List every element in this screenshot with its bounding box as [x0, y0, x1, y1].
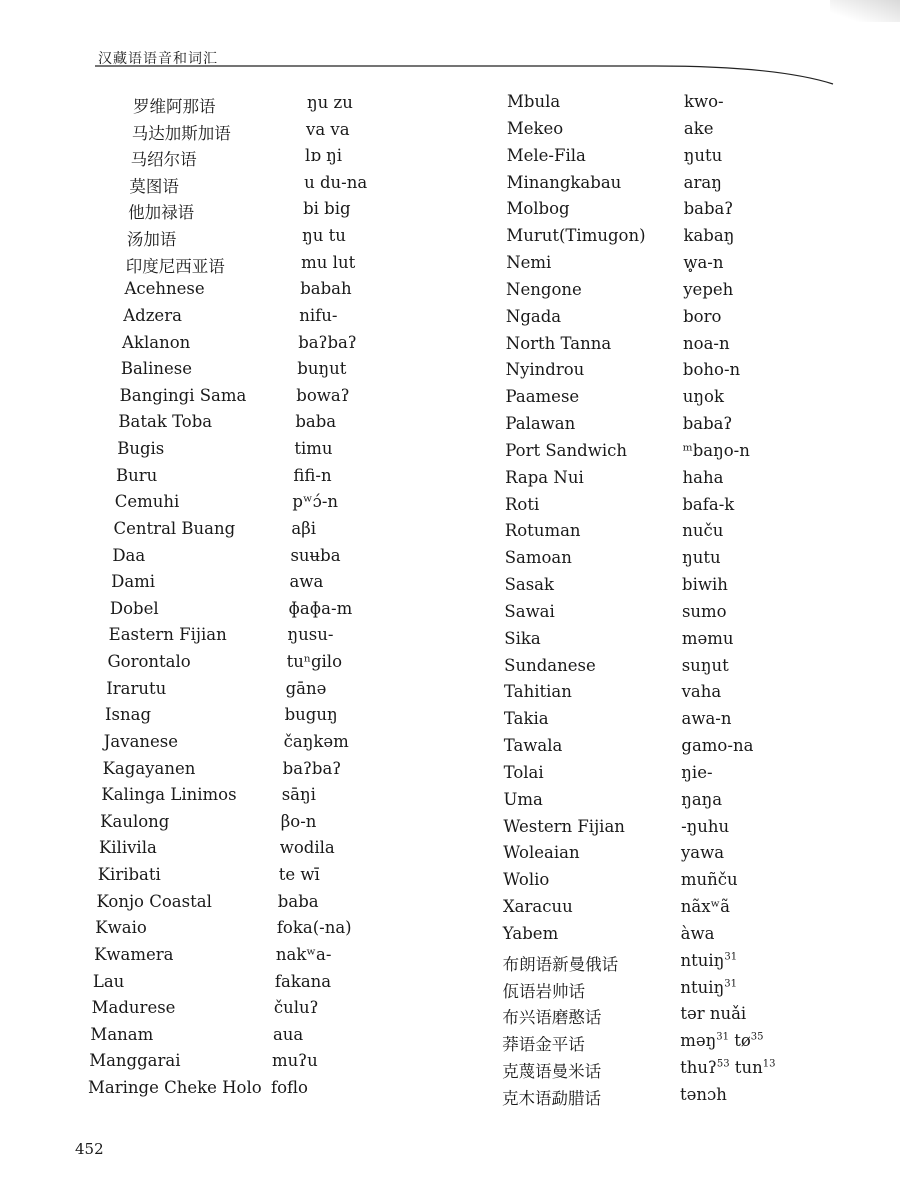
word-form: čuluʔ [273, 998, 319, 1018]
word-form: bi big [303, 199, 351, 219]
language-name: Murut(Timugon) [506, 226, 646, 246]
word-form: fakana [274, 971, 332, 991]
language-name: Gorontalo [107, 652, 191, 672]
word-form: ŋaŋa [681, 789, 723, 809]
entry-row [0, 870, 900, 896]
language-name: Sundanese [504, 655, 596, 675]
word-form: babaʔ [682, 414, 733, 434]
page-corner-shadow [830, 0, 900, 22]
language-name: Mekeo [506, 118, 564, 138]
language-name: Maringe Cheke Holo [88, 1078, 262, 1097]
word-form: bowaʔ [296, 385, 350, 405]
word-form: babaʔ [683, 199, 734, 219]
word-form: tuⁿgilo [286, 652, 343, 672]
language-name: Sika [504, 628, 541, 648]
word-form: tənɔh [680, 1085, 727, 1104]
word-form: thuʔ$^{53}$ tun$^{13}$ [680, 1058, 776, 1078]
language-name: Dami [111, 572, 156, 592]
entry-row [0, 817, 900, 843]
language-name: Minangkabau [506, 172, 622, 192]
language-name: 马绍尔语 [130, 150, 197, 170]
language-name: Eastern Fijian [108, 625, 227, 645]
language-name: 莽语金平话 [502, 1035, 585, 1055]
word-form: βo-n [280, 811, 317, 831]
word-form: u du-na [304, 172, 368, 192]
word-form: məŋ$^{31}$ $tø^{35}$ [680, 1031, 764, 1051]
language-name: Port Sandwich [505, 440, 627, 460]
word-form: nakʷa- [275, 944, 332, 964]
word-form: baʔbaʔ [282, 758, 342, 778]
entry-row [0, 575, 900, 601]
language-name: Paamese [505, 387, 580, 407]
word-form: mu lut [301, 252, 356, 272]
word-form: gānə [285, 678, 327, 698]
entry-row [0, 790, 900, 816]
entry-row [0, 951, 900, 977]
language-name: Wolio [503, 870, 550, 890]
word-form: fifi-n [293, 465, 332, 485]
entry-row [0, 924, 900, 950]
language-name: Konjo Coastal [96, 891, 212, 911]
language-name: Manggarai [89, 1051, 181, 1071]
language-name: 马达加斯加语 [131, 123, 231, 143]
language-name: Palawan [505, 414, 576, 434]
word-form: boro [683, 306, 722, 326]
entry-row [0, 495, 900, 521]
language-name: Madurese [91, 998, 176, 1018]
language-name: Mele-Fila [506, 145, 586, 165]
language-name: Kaulong [100, 811, 170, 831]
entry-row [0, 465, 900, 494]
word-form: àwa [680, 923, 715, 943]
word-form: baʔbaʔ [298, 332, 357, 352]
language-name: Takia [503, 709, 549, 729]
language-name: 汤加语 [126, 230, 177, 250]
language-name: Sawai [504, 601, 555, 621]
language-name: Bugis [117, 439, 165, 459]
entry-row [0, 414, 900, 440]
header-rule [95, 60, 835, 90]
word-form: noa-n [683, 333, 730, 353]
word-form: uŋok [682, 387, 724, 407]
word-form: -ŋuhu [681, 816, 730, 836]
entry-row [0, 1004, 900, 1030]
language-name: Cemuhi [114, 492, 180, 512]
word-form: baba [295, 412, 337, 432]
language-name: Batak Toba [118, 412, 213, 432]
word-form: timu [294, 439, 333, 459]
language-name: Tahitian [504, 682, 572, 702]
word-form: foflo [271, 1078, 308, 1097]
language-name: Daa [112, 545, 146, 565]
language-name: Kilivila [98, 838, 157, 858]
entry-row [0, 629, 900, 655]
word-form: bafa-k [682, 494, 735, 514]
word-form: wodila [279, 838, 335, 858]
word-form: foka(-na) [276, 918, 352, 938]
tone-superscript: 35 [750, 1031, 764, 1043]
entry-row [0, 545, 900, 574]
word-form: suŋut [681, 655, 729, 675]
language-name: Dobel [109, 598, 159, 618]
language-name: Nyindrou [505, 360, 585, 380]
word-form: nuču [682, 521, 724, 541]
language-name: Kalinga Linimos [101, 785, 237, 805]
entry-row [0, 387, 900, 413]
entry-row [0, 253, 900, 279]
word-form: kabaŋ [683, 226, 735, 246]
language-name: 克蔑语曼米话 [502, 1062, 602, 1082]
language-name: Tawala [503, 736, 563, 756]
entry-row [0, 146, 900, 172]
word-form: aβi [291, 518, 317, 538]
entry-row [0, 1058, 900, 1084]
entry-row [0, 334, 900, 360]
word-form: muʔu [271, 1051, 318, 1071]
language-name: Woleaian [503, 843, 580, 863]
word-form: biwih [682, 575, 728, 595]
language-name: Central Buang [113, 518, 236, 538]
language-name: Aklanon [122, 332, 191, 352]
word-form: ŋu zu [307, 93, 353, 112]
word-form: ŋutu [682, 548, 721, 568]
language-name: Lau [92, 971, 125, 991]
language-name: Sasak [504, 575, 555, 595]
word-form: pʷɔ́-n [292, 492, 339, 512]
language-name: Adzera [123, 305, 182, 325]
word-form: haha [682, 467, 724, 487]
word-form: ntuiŋ$^{31}$ [680, 977, 737, 997]
language-name: Kiribati [97, 865, 161, 885]
entry-row [0, 978, 900, 1004]
language-name: Yabem [502, 923, 559, 943]
language-name: 布朗语新曼俄话 [502, 954, 619, 974]
language-name: 佤语岩帅话 [502, 981, 586, 1001]
language-name: Molbog [506, 199, 570, 219]
entry-row [0, 763, 900, 789]
word-form: ntuiŋ$^{31}$ [680, 950, 738, 970]
word-form: buguŋ [284, 705, 338, 725]
language-name: Balinese [120, 359, 192, 379]
word-form: baba [277, 891, 319, 911]
language-name: Samoan [504, 548, 572, 568]
word-form: məmu [681, 628, 734, 648]
language-name: Acehnese [124, 279, 205, 299]
word-form: ŋutu [683, 145, 723, 165]
language-name: Irarutu [106, 678, 167, 698]
tone-superscript: 31 [716, 1031, 729, 1043]
language-name: 印度尼西亚语 [125, 256, 225, 276]
entry-row [0, 280, 900, 306]
word-form: kwo- [684, 92, 724, 111]
language-name: Tolai [503, 762, 544, 782]
language-name: Kwaio [95, 918, 147, 938]
word-form: yepeh [683, 279, 734, 299]
word-form: ake [683, 118, 714, 138]
entry-row [0, 518, 900, 547]
tone-superscript: 13 [762, 1058, 776, 1070]
tone-superscript: 53 [716, 1058, 730, 1070]
tone-superscript: 31 [724, 978, 737, 990]
word-form: muñču [680, 870, 738, 890]
word-form: čaŋkəm [283, 731, 349, 751]
word-form: tər nuǎi [680, 1004, 747, 1024]
language-name: Roti [504, 494, 540, 514]
word-form: va va [306, 119, 350, 139]
entry-row [0, 199, 900, 225]
entry-row [0, 307, 900, 333]
language-name: 他加禄语 [128, 203, 195, 223]
entry-row [0, 843, 900, 869]
entry-row [0, 1085, 900, 1111]
word-form: ŋu tu [302, 226, 346, 246]
language-name: Nengone [506, 279, 582, 299]
language-name: Kagayanen [102, 758, 196, 778]
word-form: lɒ ŋi [305, 146, 343, 166]
running-head: 汉藏语语音和词汇 [98, 51, 218, 67]
language-name: Rapa Nui [505, 467, 584, 487]
language-name: Javanese [103, 731, 179, 751]
language-name: Buru [115, 465, 158, 485]
language-name: Western Fijian [503, 816, 625, 836]
language-name: Kwamera [94, 944, 174, 964]
word-form: ŋie- [681, 762, 713, 782]
language-name: North Tanna [505, 333, 612, 353]
word-form: suʉba [290, 545, 341, 565]
language-name: Xaracuu [502, 897, 573, 917]
entry-row [0, 736, 900, 762]
entry-row [0, 441, 900, 467]
language-name: Bangingi Sama [119, 385, 247, 405]
word-form: buŋut [297, 359, 347, 379]
word-form: awa-n [681, 709, 732, 729]
entry-row [0, 682, 900, 708]
entry-row [0, 897, 900, 923]
language-name: Manam [90, 1024, 154, 1044]
language-name: Mbula [507, 92, 561, 111]
entry-row [0, 602, 900, 628]
tone-superscript: 31 [724, 951, 738, 963]
entry-row [0, 173, 900, 199]
entry-row [0, 656, 900, 682]
word-form: boho-n [682, 360, 741, 380]
entry-row [0, 360, 900, 386]
language-name: Isnag [105, 705, 152, 725]
entry-row [0, 1031, 900, 1057]
entry-row [0, 92, 900, 118]
word-form: nãxʷã [680, 897, 731, 917]
word-form: vaha [681, 682, 722, 702]
word-form: awa [289, 572, 324, 592]
language-name: 克木语勐腊话 [502, 1089, 601, 1108]
language-name: 罗维阿那语 [133, 97, 216, 116]
word-form: babah [300, 279, 352, 299]
word-form: te wī [278, 865, 320, 885]
language-name: Rotuman [504, 521, 581, 541]
language-name: Ngada [505, 306, 562, 326]
language-name: Nemi [506, 253, 552, 273]
entry-row [0, 709, 900, 735]
word-form: sāŋi [281, 785, 316, 805]
word-form: ŋusu- [287, 625, 334, 645]
entry-row [0, 226, 900, 252]
language-name: 莫图语 [129, 176, 179, 196]
word-form: sumo [681, 601, 727, 621]
language-name: Uma [503, 789, 543, 809]
page-number: 452 [75, 1140, 104, 1158]
language-name: 布兴语磨憨话 [502, 1008, 602, 1028]
word-form: ᵐbaŋo-n [682, 440, 750, 460]
word-form: w̥a-n [683, 253, 724, 273]
word-form: nifu- [299, 305, 338, 325]
entry-row [0, 119, 900, 145]
word-form: ɸaɸa-m [288, 598, 353, 618]
word-form: gamo-na [681, 736, 754, 756]
word-form: araŋ [683, 172, 722, 192]
word-form: yawa [680, 843, 725, 863]
word-form: aua [272, 1024, 304, 1044]
